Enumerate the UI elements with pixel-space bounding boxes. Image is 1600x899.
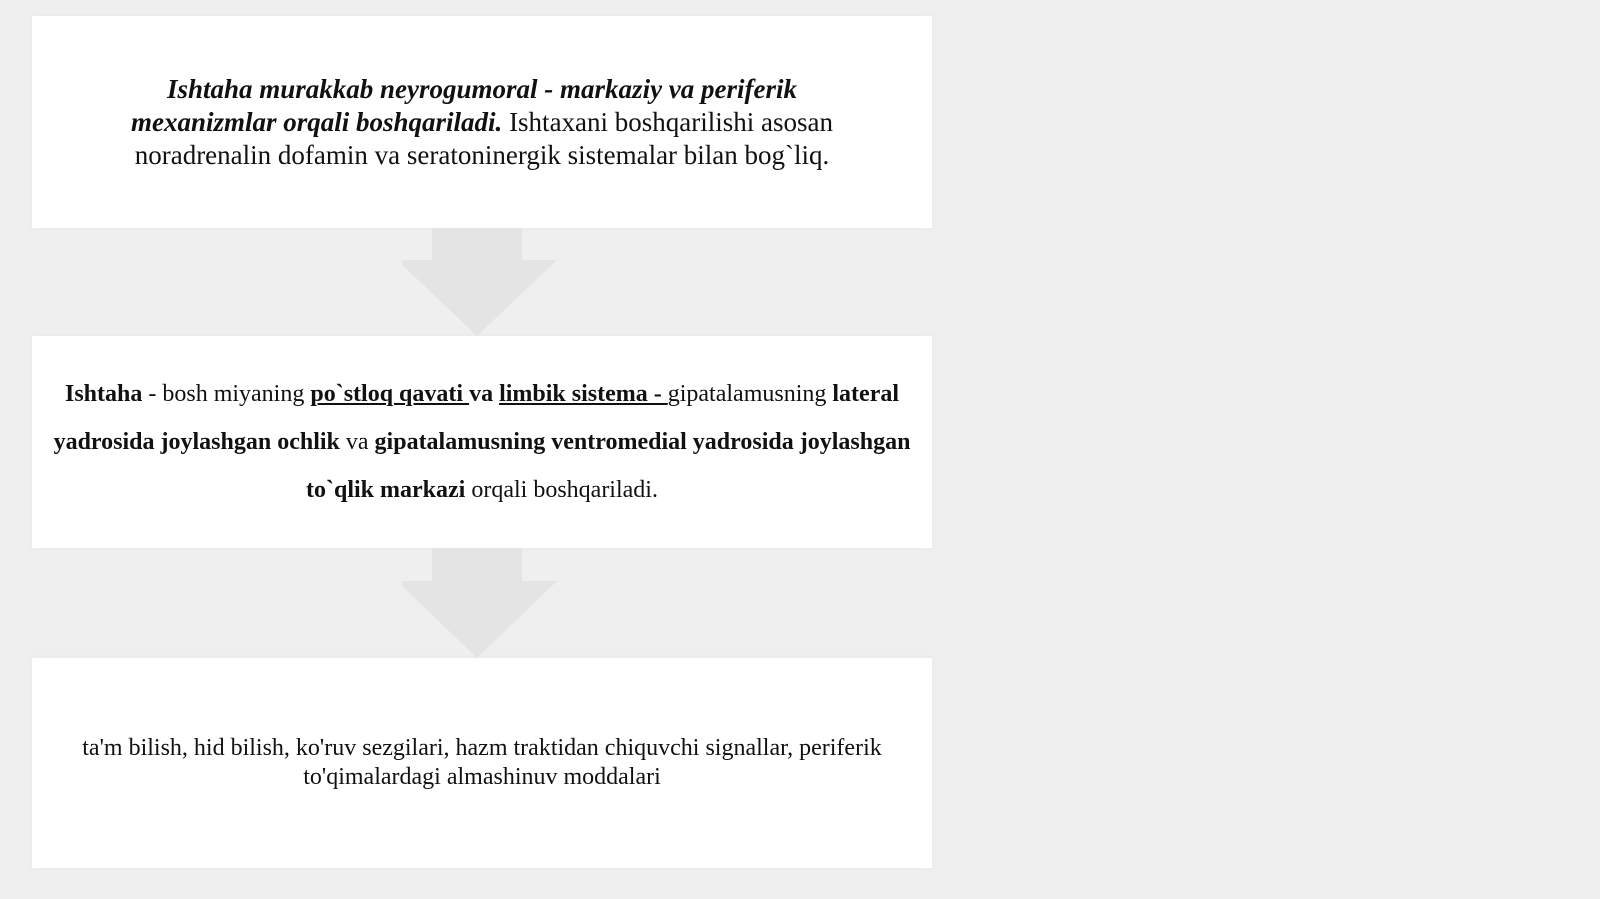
box1-text (92, 73, 872, 172)
down-arrow-1 (402, 228, 562, 336)
flow-box-2 (32, 336, 932, 548)
box2-text-b: gipatalamusning (667, 381, 833, 407)
box2-text-d: orqali boshqariladi. (465, 477, 658, 503)
box2-term-limbik: limbik sistema - (499, 381, 668, 407)
box2-text-c: va (339, 429, 375, 455)
box2-term-postloq: po`stloq qavati (310, 381, 470, 407)
box2-term-ochlik: lateral yadrosida joylashgan ochlik (53, 381, 900, 455)
down-arrow-2 (402, 548, 562, 658)
box2-text-a: - bosh miyaning (148, 381, 311, 407)
flow-box-1 (32, 16, 932, 228)
down-arrow-2-shape (402, 548, 557, 658)
box2-text (48, 370, 916, 514)
box2-term-va: va (469, 381, 494, 407)
box1-regular: Ishtaxani boshqarilishi asosan noradrenalin dofamin va seratoninergik sistemalar bilan bog`liq. (134, 106, 834, 170)
box1-bold-italic: Ishtaha murakkab neyrogumoral - markaziy va periferik mexanizmlar orqali boshqariladi. (130, 73, 798, 137)
down-arrow-1-shape (402, 228, 557, 336)
flow-box-3 (32, 658, 932, 868)
box2-term-ishtaha: Ishtaha (64, 381, 149, 407)
box2-term-toqlik: gipatalamusning ventromedial yadrosida joylashgan to`qlik markazi (306, 429, 911, 503)
box3-text: ta'm bilish, hid bilish, ko'ruv sezgilari, hazm traktidan chiquvchi signallar, periferik to'qimalardagi almashinuv moddalari (82, 735, 882, 790)
